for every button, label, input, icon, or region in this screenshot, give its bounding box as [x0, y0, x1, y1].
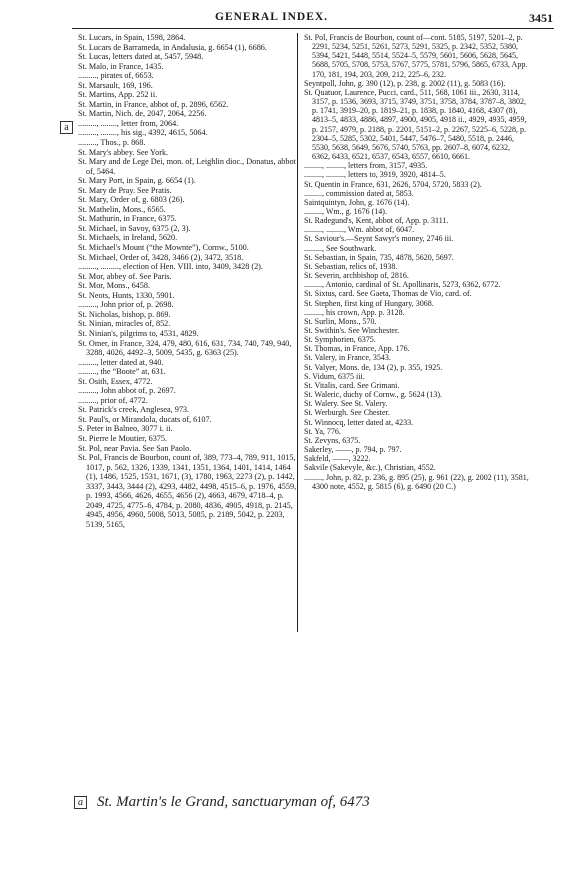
page-number: 3451 — [529, 11, 553, 25]
index-entry: St. Mathurin, in France, 6375. — [78, 214, 177, 224]
index-entry: St. Paul's, or Mirandola, ducats of, 6107. — [78, 414, 212, 424]
index-entry: St. Osith, Essex, 4772. — [78, 376, 153, 386]
index-entry: ........., John, p. 82, p. 236, g. 895 (25), g. 961 (22), g. 2002 (11), 3581, 4300 note, 4552, g. 5815 (6), g. 6490 (20 C.) — [304, 472, 529, 491]
index-entry: St. Nicholas, bishop, p. 869. — [78, 309, 171, 319]
index-entry: St. Sebastian, relics of, 1938. — [304, 261, 398, 271]
index-entry: St. Michael, Order of, 3428, 3466 (2), 3472, 3518. — [78, 252, 244, 262]
index-entry: St. Ninian's, pilgrims to, 4531, 4829. — [78, 328, 199, 338]
index-entry: St. Michael, in Savoy, 6375 (2, 3). — [78, 223, 191, 233]
index-entry: ........., See Southwark. — [304, 243, 377, 253]
index-entry: St. Pol, Francis de Bourbon, count of—cont. 5185, 5197, 5201–2, p. 2291, 5234, 5251, 5261, 5273, 5291, 5325, p. 2342, 5352, 5380, 5394, 5421, 5448, 5514, 5524–5, 5579, 5601, 5606, 5628, 5645, 5688, 5705, 5708, 5753, 5767, 5775, 5781, 5796, 5865, 6733, App. 170, 181, 194, 203, 209, 212, 225–6, 232. — [304, 33, 528, 79]
index-entry: ........., the “Boote” at, 631. — [78, 367, 166, 377]
index-entry: St. Sixtus, card. See Gaeta, Thomas de Vio, card. of. — [304, 289, 472, 299]
index-entry: ........., his crown, App. p. 3128. — [304, 307, 405, 317]
index-entry: St. Surlin, Mons., 570. — [304, 316, 377, 326]
index-entry: St. Marsault, 169, 196. — [78, 80, 153, 90]
index-entry: ........., Antonio, cardinal of St. Apollinaris, 5273, 6362, 6772. — [304, 280, 501, 290]
index-entry: St. Zevyns, 6375. — [304, 435, 361, 445]
index-entry: ........., ........., Wm. abbot of, 6047. — [304, 225, 415, 235]
index-entry: St. Pol, near Pavia. See San Paolo. — [78, 443, 192, 453]
index-entry: St. Sebastian, in Spain, 735, 4878, 5620, 5697. — [304, 252, 454, 262]
right-index-column — [304, 33, 529, 491]
index-entry: St. Omer, in France, 324, 479, 480, 616, 631, 734, 740, 749, 940, 3288, 4026, 4492–3, 5009, 5435, g. 6363 (25). — [78, 338, 292, 358]
index-entry: St. Martin, in France, abbot of, p. 2896, 6562. — [78, 99, 229, 109]
header-rule — [72, 28, 554, 29]
index-entry: St. Pol, Francis de Bourbon, count of, 389, 773–4, 789, 911, 1015, 1017, p. 562, 1326, 1339, 1341, 1351, 1364, 1401, 1414, 1464 (1), 1486, 1525, 1531, 1671, (3), 1780, 1963, 2273 (2), p. 1442, 3337, 3443, 3444 (2), 4293, 4482, 4498, 4515–6, p. 1976, 4559, p. 1993, 4566, 4626, 4655, 4656 (2), 4663, 4679, 4718–4, p. 2049, 4725, 4775–6, 4784, p. 2080, 4836, 4905, 4918, p. 2145, 4945, 4956, 4960, 5008, 5013, 5085, p. 2189, 5042, p. 2203, 5139, 5165, — [78, 453, 297, 529]
annotation-marker: a — [60, 121, 73, 134]
index-entry: St. Mary de Pray. See Pratis. — [78, 185, 172, 195]
index-entry: Sakvile (Sakevyle, &c.), Christian, 4552. — [304, 463, 436, 473]
index-entry: St. Valyer, Mons. de, 134 (2), p. 355, 1925. — [304, 362, 443, 372]
index-entry: St. Saviour's.—Seynt Sawyr's money, 2746 iii. — [304, 234, 454, 244]
index-entry: ........., pirates of, 6653. — [78, 71, 154, 81]
index-entry: St. Michaels, in Ireland, 5620. — [78, 233, 178, 243]
index-entry: St. Valery, in France, 3543. — [304, 353, 391, 363]
index-entry: ........., ........, his sig., 4392, 4615, 5064. — [78, 128, 208, 138]
index-entry: S. Peter in Balneo, 3077 i. ii. — [78, 424, 173, 434]
index-entry: St. Winnocq, letter dated at, 4233. — [304, 417, 414, 427]
index-entry: St. Patrick's creek, Anglesea, 973. — [78, 405, 190, 415]
index-entry: St. Pierre le Moutier, 6375. — [78, 433, 168, 443]
index-entry: St. Ninian, miracles of, 852. — [78, 319, 171, 329]
handwritten-note — [74, 794, 370, 811]
index-entry: St. Malo, in France, 1435. — [78, 61, 164, 71]
index-entry: St. Lucars de Barrameda, in Andalusia, g. 6654 (1), 6686. — [78, 42, 267, 52]
index-entry: St. Severin, archbishop of, 2816. — [304, 271, 409, 281]
annotation-marker: a — [74, 796, 87, 809]
index-entry: St. Michael's Mount (“the Mownte”), Cornw., 5100. — [78, 243, 249, 253]
index-entry: ........., commission dated at, 5853. — [304, 188, 414, 198]
column-divider — [297, 33, 298, 632]
index-entry: St. Mathelin, Mons., 6565. — [78, 204, 166, 214]
index-entry: St. Swithin's. See Winchester. — [304, 326, 400, 335]
index-entry: ........., ........, letter from, 2064. — [78, 118, 179, 128]
index-entry: St. Thomas, in France, App. 176. — [304, 344, 410, 354]
index-entry: ........., ........., letters to, 3919, 3920, 4814–5. — [304, 170, 446, 180]
index-entry: ........., Wm., g. 1676 (14). — [304, 206, 387, 216]
index-entry: St. Werburgh. See Chester. — [304, 408, 390, 418]
index-entry: St. Symphorien, 6375. — [304, 335, 376, 345]
index-entry: St. Radegund's, Kent, abbot of, App. p. 3111. — [304, 216, 449, 226]
index-entry: ........., ........., letters from, 3157, 4935. — [304, 161, 428, 171]
handwritten-note-text: St. Martin's le Grand, sanctuaryman of, 6473 — [97, 794, 370, 810]
index-entry: St. Lucars, in Spain, 1598, 2864. — [78, 33, 186, 42]
index-entry: S. Vidum, 6375 iii. — [304, 371, 365, 381]
index-entry: ........., ........., election of Hen. VIII. into, 3409, 3428 (2). — [78, 262, 263, 272]
index-entry: ........., letter dated at, 940. — [78, 357, 164, 367]
index-entry: Seyntpoll, John, g. 390 (12), p. 238, g. 2002 (11), g. 5083 (16). — [304, 78, 506, 88]
index-entry: St. Stephen, first king of Hungary, 3068. — [304, 298, 434, 308]
index-entry: St. Mary and de Lege Dei, mon. of, Leighlin dioc., Donatus, abbot of, 5464. — [78, 157, 296, 176]
index-entry: ........., Thos., p. 868. — [78, 138, 146, 148]
index-entry: St. Quentin in France, 631, 2626, 5704, 5720, 5833 (2). — [304, 179, 482, 189]
index-entry: St. Ya, 776. — [304, 426, 341, 436]
index-entry: St. Martin, Nich. de, 2047, 2064, 2256. — [78, 109, 207, 119]
index-entry: Sakfeld, ——, 3222. — [304, 454, 371, 464]
index-entry: St. Neots, Hunts, 1330, 5901. — [78, 290, 175, 300]
index-entry: St. Martins, App. 252 ii. — [78, 90, 158, 100]
index-entry: St. Mor, Mons., 6458. — [78, 281, 151, 291]
index-entry: St. Quatuor, Laurence, Pucci, card., 511, 568, 1061 iii., 2630, 3114, 3157, p. 1536, 3693, 3715, 3749, 3751, 3758, 3784, 3787–8, 3802, p. 1741, 3919–20, p. 1819–21, p. 1838, p. 1840, 4168, 4307 (8), 4813–5, 4833, 4886, 4897, 4900, 4905, 4918 ii., 4929, 4935, 4959, p. 2157, 4979, p. 2188, p. 2201, 5151–2, p. 2267, 5225–6, 5228, p. 2304–5, 5285, 5302, 5401, 5447, 5476–7, 5480, 5518, p. 2446, 5530, 5638, 5649, 5676, 5740, 5763, pp. 2607–8, 6074, 6232, 6362, 6433, 6521, 6537, 6543, 6557, 6610, 6661. — [304, 87, 527, 162]
index-entry: St. Vitalis, card. See Grimani. — [304, 380, 400, 390]
left-index-column — [78, 33, 303, 529]
index-entry: ........., John abbot of, p. 2697. — [78, 386, 176, 396]
index-entry: St. Mary, Order of, g. 6803 (26). — [78, 195, 185, 205]
index-entry: Saintquintyn, John, g. 1676 (14). — [304, 197, 410, 207]
index-entry: St. Lucas, letters dated at, 5457, 5948. — [78, 52, 204, 62]
index-entry: St. Mary's abbey. See York. — [78, 147, 169, 157]
index-entry: St. Mary Port, in Spain, g. 6654 (1). — [78, 176, 196, 186]
page-title: GENERAL INDEX. — [215, 11, 329, 23]
index-entry: Sakerley, ——, p. 794, p. 797. — [304, 445, 402, 455]
index-entry: St. Mor, abbey of. See Paris. — [78, 271, 172, 281]
index-entry: ........., prior of, 4772. — [78, 395, 148, 405]
index-entry: St. Waleric, duchy of Cornw., g. 5624 (13). — [304, 390, 442, 400]
index-entry: ........., John prior of, p. 2698. — [78, 300, 174, 310]
index-entry: St. Walery. See St. Valery. — [304, 399, 388, 409]
